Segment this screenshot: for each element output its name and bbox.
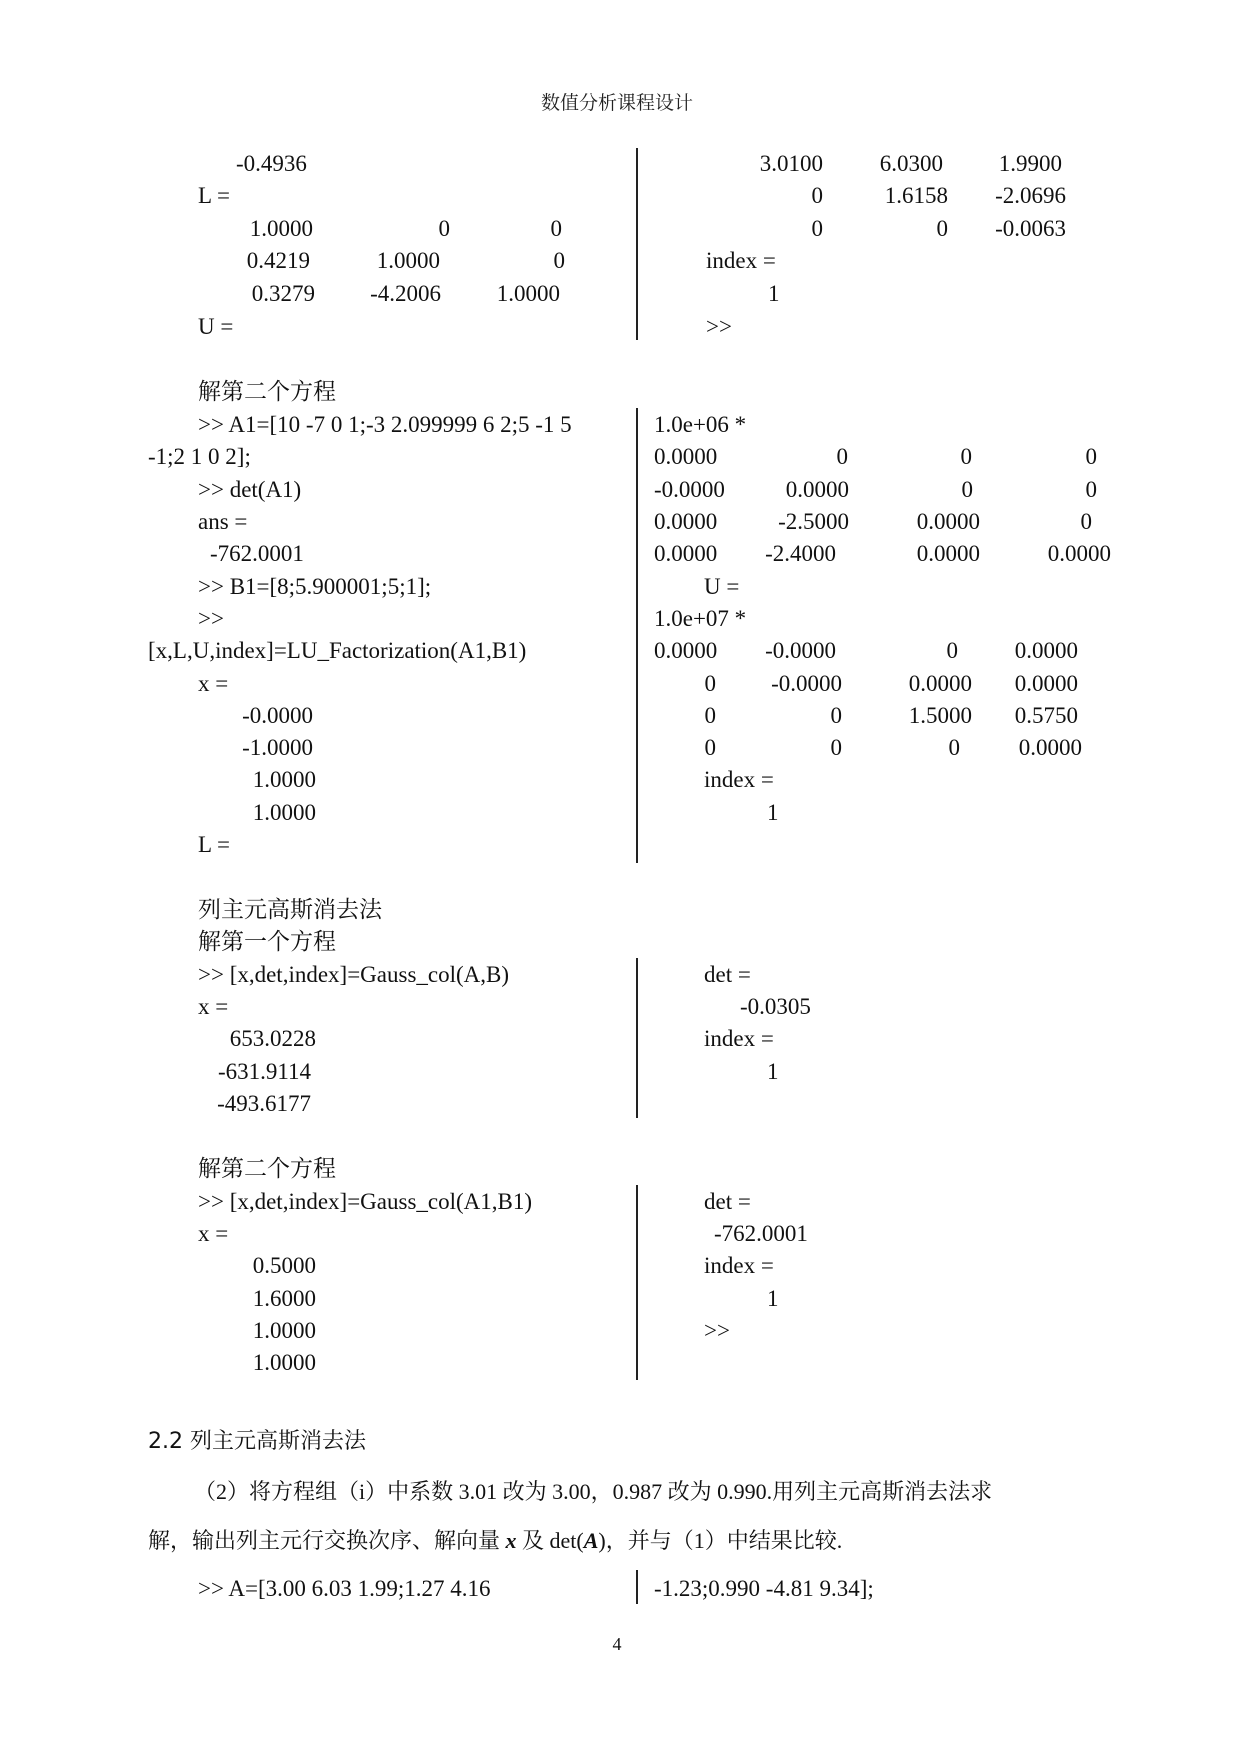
matrix-cell: -2.5000: [778, 509, 849, 534]
paragraph-text: 解，输出列主元行交换次序、解向量: [148, 1528, 506, 1553]
matrix-cell: 0: [704, 735, 716, 760]
math-symbol: x: [505, 1528, 517, 1553]
matrix-cell: -0.0000: [771, 671, 842, 696]
math-symbol: A: [583, 1528, 599, 1553]
output-label: x =: [198, 994, 229, 1019]
index-value: 1: [767, 800, 779, 825]
matrix-label: U =: [704, 574, 740, 599]
output-value: -762.0001: [210, 541, 304, 566]
matrix-cell: 0: [946, 638, 958, 663]
output-label: ans =: [198, 509, 248, 534]
matrix-cell: 1.0000: [376, 248, 440, 273]
paragraph-text: )，并与（1）中结果比较.: [598, 1528, 843, 1553]
matrix-cell: 0.5750: [1014, 703, 1078, 728]
column-divider: [636, 1570, 638, 1604]
det-value: -0.0305: [740, 994, 811, 1019]
prompt: >>: [706, 314, 732, 339]
matrix-cell: 0: [830, 735, 842, 760]
column-divider: [636, 1185, 638, 1380]
matrix-cell: 0: [704, 671, 716, 696]
matrix-cell: 0: [438, 216, 450, 241]
column-divider: [636, 958, 638, 1118]
matrix-cell: 0.0000: [1014, 638, 1078, 663]
matrix-cell: 0: [961, 477, 973, 502]
matrix-cell: 0.0000: [1014, 671, 1078, 696]
matrix-cell: 0: [553, 248, 565, 273]
matrix-cell: 6.0300: [879, 151, 943, 176]
vector-cell: 653.0228: [229, 1026, 316, 1051]
command-line: >> [x,det,index]=Gauss_col(A,B): [198, 962, 510, 987]
matrix-cell: 0: [1080, 509, 1092, 534]
index-value: 1: [768, 281, 780, 306]
index-label: index =: [704, 767, 774, 792]
section-heading: 解第二个方程: [198, 379, 336, 404]
paragraph-line: （2）将方程组（i）中系数 3.01 改为 3.00，0.987 改为 0.990.用列主元高斯消去法求: [194, 1479, 993, 1504]
command-line: >> det(A1): [198, 477, 302, 502]
command-line: >> A1=[10 -7 0 1;-3 2.099999 6 2;5 -1 5: [198, 412, 572, 437]
matrix-cell: 1.9900: [998, 151, 1062, 176]
matrix-cell: 0.0000: [916, 541, 980, 566]
matrix-label: L =: [198, 183, 230, 208]
section-heading: 解第二个方程: [198, 1156, 336, 1181]
vector-cell: 1.0000: [252, 1318, 316, 1343]
section-heading: 列主元高斯消去法: [198, 897, 382, 922]
matrix-cell: -0.0063: [995, 216, 1066, 241]
index-label: index =: [706, 248, 776, 273]
matrix-cell: -2.4000: [765, 541, 836, 566]
matrix-cell: -4.2006: [370, 281, 441, 306]
matrix-cell: 0: [960, 444, 972, 469]
command-line: >> [x,det,index]=Gauss_col(A1,B1): [198, 1189, 533, 1214]
index-label: index =: [704, 1253, 774, 1278]
matrix-label: L =: [198, 832, 230, 857]
matrix-cell: 0.0000: [654, 444, 718, 469]
matrix-cell: 0: [936, 216, 948, 241]
output-label: x =: [198, 671, 229, 696]
matrix-cell: 0.0000: [1047, 541, 1111, 566]
matrix-cell: 0.0000: [1018, 735, 1082, 760]
column-divider: [636, 408, 638, 863]
index-value: 1: [767, 1059, 779, 1084]
command-line: >>: [198, 606, 224, 631]
scale-factor: 1.0e+06 *: [654, 412, 747, 437]
matrix-cell: 0.0000: [654, 638, 718, 663]
matrix-cell: 3.0100: [759, 151, 823, 176]
matrix-cell: 0: [1085, 477, 1097, 502]
matrix-cell: 0.3279: [251, 281, 315, 306]
matrix-cell: 0.0000: [654, 509, 718, 534]
matrix-cell: 0.4219: [246, 248, 310, 273]
matrix-cell: 0: [1085, 444, 1097, 469]
command-line: -1.23;0.990 -4.81 9.34];: [654, 1576, 874, 1601]
vector-cell: 1.0000: [252, 800, 316, 825]
matrix-cell: 0.0000: [654, 541, 718, 566]
vector-cell: 1.0000: [252, 767, 316, 792]
matrix-cell: 1.5000: [908, 703, 972, 728]
paragraph-text: 及 det(: [516, 1528, 584, 1553]
value-text: -0.4936: [236, 151, 307, 176]
det-label: det =: [704, 962, 751, 987]
matrix-cell: 0.0000: [908, 671, 972, 696]
section-heading: 解第一个方程: [198, 929, 336, 954]
command-line: [x,L,U,index]=LU_Factorization(A1,B1): [148, 638, 527, 663]
vector-cell: -631.9114: [217, 1059, 311, 1084]
matrix-cell: 1.0000: [249, 216, 313, 241]
section-title: 2.2 列主元高斯消去法: [148, 1429, 366, 1454]
scale-factor: 1.0e+07 *: [654, 606, 747, 631]
page-number: 4: [612, 1634, 622, 1654]
matrix-cell: -0.0000: [765, 638, 836, 663]
command-line: >> A=[3.00 6.03 1.99;1.27 4.16: [198, 1576, 491, 1601]
prompt: >>: [704, 1318, 730, 1343]
matrix-cell: 0: [811, 216, 823, 241]
command-line: >> B1=[8;5.900001;5;1];: [198, 574, 432, 599]
matrix-cell: -2.0696: [995, 183, 1066, 208]
matrix-cell: -0.0000: [654, 477, 725, 502]
matrix-cell: 0.0000: [785, 477, 849, 502]
index-value: 1: [767, 1286, 779, 1311]
page-header: 数值分析课程设计: [540, 93, 693, 114]
vector-cell: -0.0000: [242, 703, 313, 728]
vector-cell: 1.6000: [252, 1286, 316, 1311]
vector-cell: 0.5000: [252, 1253, 316, 1278]
matrix-cell: 0: [704, 703, 716, 728]
command-line: -1;2 1 0 2];: [148, 444, 251, 469]
det-value: -762.0001: [714, 1221, 808, 1246]
matrix-cell: 0.0000: [916, 509, 980, 534]
matrix-label: U =: [198, 314, 234, 339]
column-divider: [636, 148, 638, 340]
matrix-cell: 0: [836, 444, 848, 469]
paragraph-line: [148, 1527, 842, 1555]
matrix-cell: 1.0000: [496, 281, 560, 306]
index-label: index =: [704, 1026, 774, 1051]
matrix-cell: 0: [948, 735, 960, 760]
matrix-cell: 0: [811, 183, 823, 208]
det-label: det =: [704, 1189, 751, 1214]
vector-cell: -1.0000: [242, 735, 313, 760]
matrix-cell: 0: [550, 216, 562, 241]
output-label: x =: [198, 1221, 229, 1246]
vector-cell: 1.0000: [252, 1350, 316, 1375]
vector-cell: -493.6177: [217, 1091, 311, 1116]
matrix-cell: 0: [830, 703, 842, 728]
matrix-cell: 1.6158: [884, 183, 948, 208]
